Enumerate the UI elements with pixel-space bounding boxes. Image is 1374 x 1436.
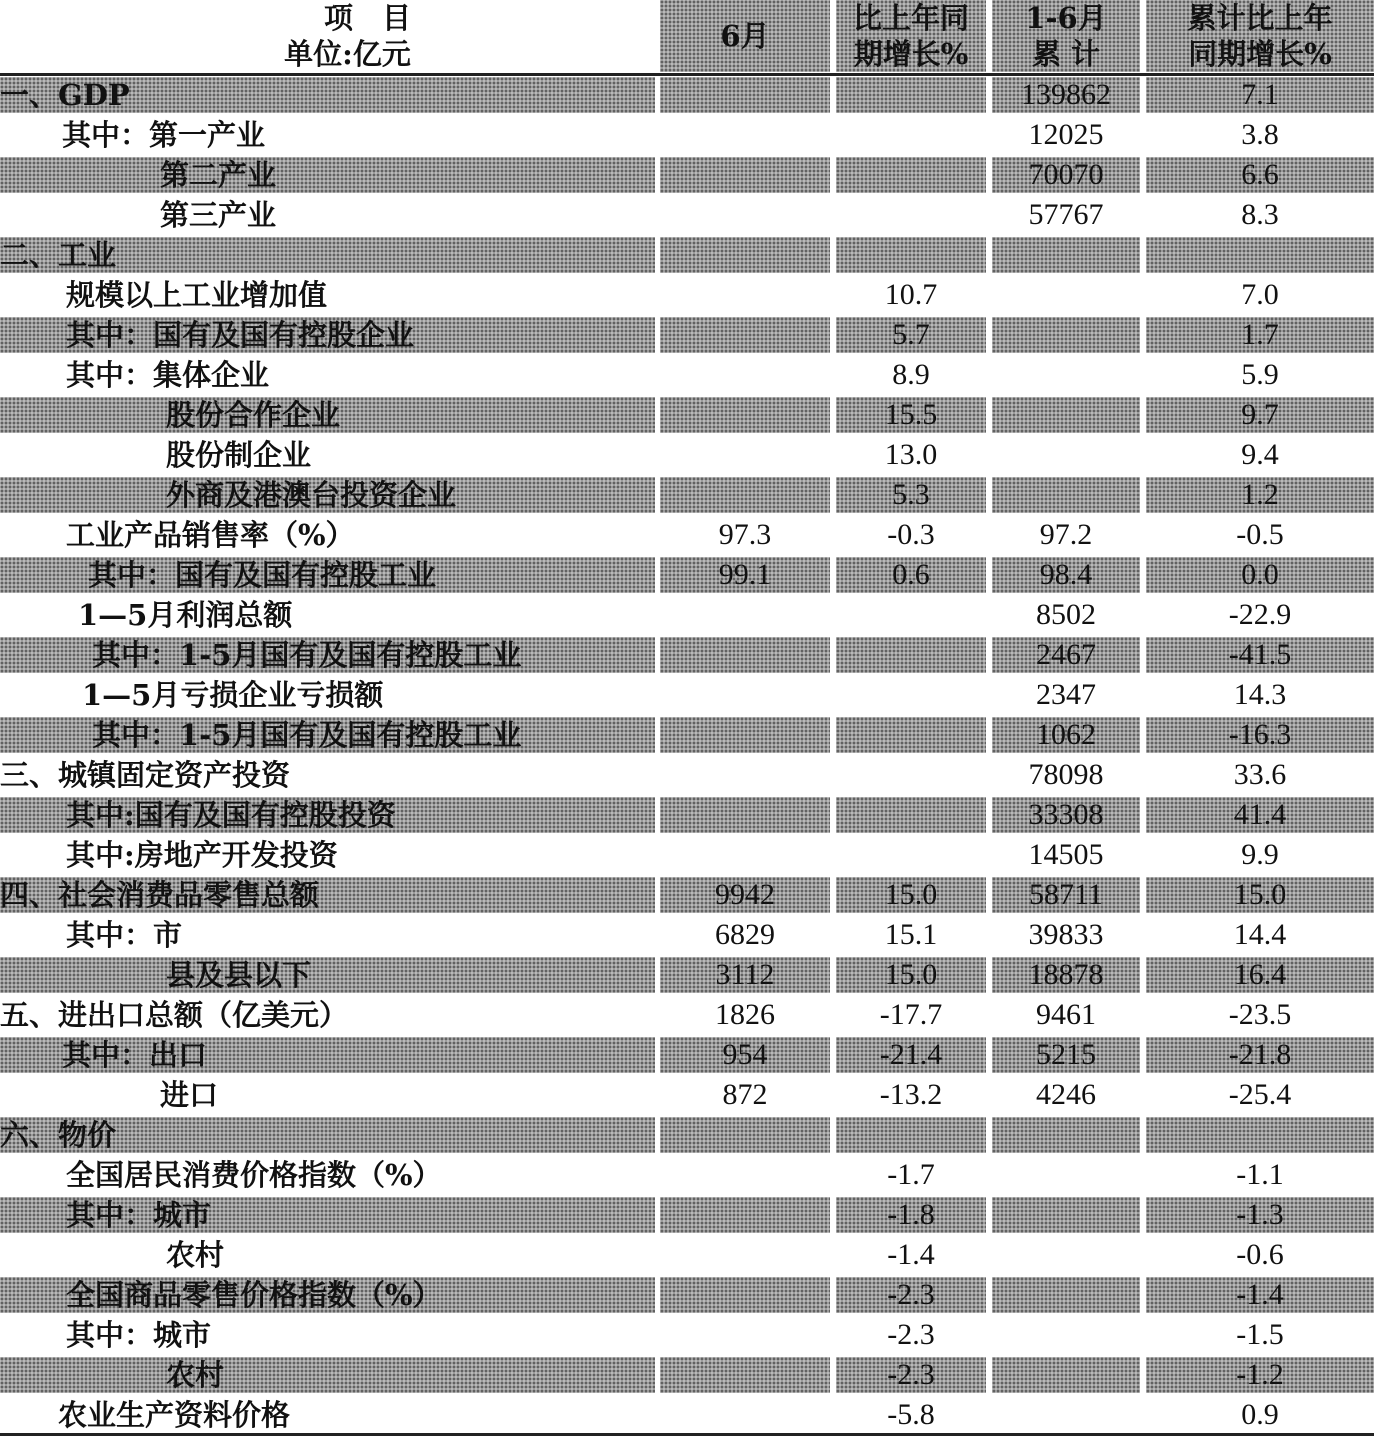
cell-m6: [660, 115, 830, 155]
table-row: [0, 1235, 1374, 1275]
cell-cum-yoy: 7.0: [1241, 278, 1279, 311]
cell-cum-yoy: -1.3: [1236, 1198, 1284, 1231]
cell-cum: [992, 275, 1140, 315]
cell-cum: [992, 1115, 1140, 1155]
table-row: [0, 75, 1374, 115]
table-row: [0, 395, 1374, 435]
header-cumulative-yoy-column: [1146, 0, 1374, 74]
row-label: 农村: [166, 1238, 225, 1272]
row-label: 1—5月利润总额: [78, 598, 293, 632]
cell-cum: [992, 235, 1140, 275]
table-row: [0, 475, 1374, 515]
cell-m6: 954: [722, 1038, 768, 1071]
row-label: 三、城镇固定资产投资: [0, 758, 291, 792]
table-row: [0, 315, 1374, 355]
cell-cum-yoy: 14.4: [1233, 918, 1287, 951]
cell-yoy: -2.3: [887, 1278, 935, 1311]
row-label: 六、物价: [0, 1118, 117, 1152]
cell-yoy: -1.8: [887, 1198, 935, 1231]
header-item-title: 项 目: [323, 1, 411, 35]
cell-yoy: -5.8: [887, 1398, 935, 1431]
table-row: [0, 235, 1374, 275]
cell-m6: [660, 1155, 830, 1195]
cell-yoy: 8.9: [892, 358, 930, 391]
cell-m6: [660, 475, 830, 515]
cell-cum-yoy: 9.4: [1241, 438, 1279, 471]
row-label: 县及县以下: [166, 958, 312, 992]
cell-cum-yoy: 16.4: [1233, 958, 1287, 991]
table-row: [0, 875, 1374, 915]
cell-yoy: -1.4: [887, 1238, 935, 1271]
row-label: 全国商品零售价格指数（%）: [66, 1278, 442, 1312]
table-row: [0, 275, 1374, 315]
cell-cum-yoy: -0.5: [1236, 518, 1284, 551]
cell-cum-yoy: 7.1: [1241, 78, 1279, 111]
header-cumulative-yoy-line1: 累计比上年: [1187, 1, 1333, 35]
cell-cum-yoy: 3.8: [1241, 118, 1279, 151]
cell-cum-yoy: -23.5: [1228, 998, 1292, 1031]
cell-yoy: 15.1: [884, 918, 938, 951]
row-label: 第三产业: [160, 198, 277, 232]
cell-m6: [660, 675, 830, 715]
table-row: [0, 435, 1374, 475]
cell-cum: 2467: [1036, 638, 1096, 671]
cell-m6: [660, 395, 830, 435]
row-label: 一、GDP: [0, 78, 130, 112]
table-row: [0, 195, 1374, 235]
cell-cum-yoy: 5.9: [1241, 358, 1279, 391]
header-yoy-column: [836, 0, 986, 74]
header-cumulative-line2: 累 计: [1031, 37, 1101, 71]
cell-cum: 70070: [1028, 158, 1104, 191]
table-row: [0, 715, 1374, 755]
row-label: 股份制企业: [166, 438, 312, 472]
table-row: [0, 1355, 1374, 1395]
cell-yoy: [836, 795, 986, 835]
cell-cum: 8502: [1036, 598, 1096, 631]
cell-cum: [992, 475, 1140, 515]
row-label: 农业生产资料价格: [58, 1398, 291, 1432]
cell-m6: [660, 315, 830, 355]
cell-yoy: -13.2: [879, 1078, 943, 1111]
row-label: 工业产品销售率（%）: [66, 518, 355, 552]
cell-cum-yoy: 0.0: [1241, 558, 1279, 591]
cell-yoy: [836, 115, 986, 155]
cell-cum-yoy: 6.6: [1241, 158, 1279, 191]
cell-yoy: 5.7: [892, 318, 930, 351]
cell-yoy: 15.0: [884, 878, 938, 911]
row-label: 其中：集体企业: [66, 358, 270, 392]
row-label: 其中：第一产业: [62, 118, 266, 152]
cell-m6: [660, 195, 830, 235]
cell-cum-yoy: -1.2: [1236, 1358, 1284, 1391]
cell-cum: [992, 1155, 1140, 1195]
cell-cum: [992, 1315, 1140, 1355]
cell-m6: [660, 1195, 830, 1235]
cell-yoy: [836, 1115, 986, 1155]
cell-cum: [992, 1395, 1140, 1435]
table-row: [0, 1155, 1374, 1195]
cell-m6: 872: [722, 1078, 768, 1111]
table-row: [0, 915, 1374, 955]
cell-cum: 139862: [1021, 78, 1111, 111]
cell-cum-yoy: 14.3: [1233, 678, 1287, 711]
row-label: 进口: [160, 1078, 219, 1112]
row-label: 其中：国有及国有控股工业: [88, 558, 437, 592]
table-row: [0, 835, 1374, 875]
row-label: 其中:房地产开发投资: [66, 838, 338, 872]
table-row: [0, 515, 1374, 555]
cell-yoy: -21.4: [879, 1038, 943, 1071]
table-row: [0, 595, 1374, 635]
row-label: 股份合作企业: [166, 398, 341, 432]
header-item-column: [0, 0, 655, 74]
row-label: 其中：1-5月国有及国有控股工业: [92, 718, 522, 752]
row-label: 其中:国有及国有控股投资: [66, 798, 396, 832]
cell-cum: [992, 1275, 1140, 1315]
table-row: [0, 555, 1374, 595]
cell-cum-yoy: -1.1: [1236, 1158, 1284, 1191]
cell-m6: [660, 1235, 830, 1275]
header-june: 6月: [720, 19, 770, 53]
cell-m6: [660, 1275, 830, 1315]
cell-m6: [660, 155, 830, 195]
cell-cum: [992, 1235, 1140, 1275]
cell-cum-yoy: -0.6: [1236, 1238, 1284, 1271]
row-label: 其中：城市: [66, 1198, 212, 1232]
cell-cum-yoy: 33.6: [1233, 758, 1287, 791]
cell-cum-yoy: 15.0: [1233, 878, 1287, 911]
cell-m6: [660, 635, 830, 675]
cell-m6: [660, 1355, 830, 1395]
cell-yoy: 5.3: [892, 478, 930, 511]
table-row: [0, 635, 1374, 675]
row-label: 二、工业: [0, 238, 117, 272]
table-row: [0, 755, 1374, 795]
table-row: [0, 955, 1374, 995]
cell-cum: [992, 395, 1140, 435]
cell-cum: 78098: [1028, 758, 1104, 791]
cell-cum-yoy: 8.3: [1241, 198, 1279, 231]
row-label: 五、进出口总额（亿美元）: [0, 998, 349, 1032]
cell-yoy: [836, 635, 986, 675]
cell-m6: [660, 595, 830, 635]
cell-m6: 6829: [715, 918, 775, 951]
cell-cum: 1062: [1036, 718, 1096, 751]
cell-cum: [992, 315, 1140, 355]
row-label: 第二产业: [160, 158, 277, 192]
row-label: 农村: [166, 1358, 225, 1392]
cell-yoy: -17.7: [879, 998, 943, 1031]
cell-cum: 33308: [1028, 798, 1104, 831]
header-yoy-line2: 期增长%: [853, 37, 969, 71]
cell-cum-yoy: -25.4: [1228, 1078, 1292, 1111]
cell-yoy: [836, 75, 986, 115]
table-row: [0, 1315, 1374, 1355]
cell-yoy: [836, 235, 986, 275]
cell-cum: 18878: [1028, 958, 1104, 991]
cell-yoy: 10.7: [884, 278, 938, 311]
table-row: [0, 155, 1374, 195]
cell-cum: [992, 435, 1140, 475]
cell-m6: [660, 715, 830, 755]
cell-cum: 98.4: [1039, 558, 1093, 591]
row-label: 其中：国有及国有控股企业: [66, 318, 415, 352]
table-row: [0, 1115, 1374, 1155]
row-label: 四、社会消费品零售总额: [0, 878, 320, 912]
row-label: 其中：出口: [62, 1038, 208, 1072]
cell-m6: [660, 235, 830, 275]
cell-cum-yoy: -1.4: [1236, 1278, 1284, 1311]
cell-cum-yoy: 0.9: [1241, 1398, 1279, 1431]
cell-yoy: 13.0: [884, 438, 938, 471]
cell-cum: 5215: [1036, 1038, 1096, 1071]
cell-m6: [660, 755, 830, 795]
header-cumulative-line1: 1-6月: [1025, 1, 1107, 35]
table-row: [0, 1075, 1374, 1115]
table-row: [0, 115, 1374, 155]
cell-cum-yoy: 9.7: [1241, 398, 1279, 431]
cell-m6: [660, 355, 830, 395]
table-row: [0, 995, 1374, 1035]
cell-yoy: -2.3: [887, 1318, 935, 1351]
header-yoy-line1: 比上年同: [852, 1, 969, 35]
header-cumulative-column: [992, 0, 1140, 74]
cell-m6: [660, 835, 830, 875]
cell-yoy: [836, 835, 986, 875]
cell-cum-yoy: -1.5: [1236, 1318, 1284, 1351]
cell-cum-yoy: 1.2: [1241, 478, 1279, 511]
cell-m6: [660, 275, 830, 315]
row-label: 外商及港澳台投资企业: [166, 478, 457, 512]
cell-yoy: [836, 675, 986, 715]
cell-cum: 57767: [1028, 198, 1104, 231]
cell-cum-yoy: [1146, 1115, 1374, 1155]
cell-m6: [660, 435, 830, 475]
row-label: 其中：城市: [66, 1318, 212, 1352]
cell-yoy: [836, 155, 986, 195]
cell-m6: [660, 75, 830, 115]
cell-cum: [992, 1195, 1140, 1235]
table-row: [0, 675, 1374, 715]
row-label: 全国居民消费价格指数（%）: [66, 1158, 442, 1192]
cell-m6: 97.3: [718, 518, 772, 551]
cell-cum-yoy: 41.4: [1233, 798, 1287, 831]
cell-cum-yoy: -41.5: [1228, 638, 1292, 671]
cell-cum-yoy: -16.3: [1228, 718, 1292, 751]
cell-cum: 2347: [1036, 678, 1096, 711]
cell-m6: [660, 1115, 830, 1155]
cell-m6: 3112: [715, 958, 775, 991]
cell-m6: [660, 1395, 830, 1435]
table-row: [0, 1195, 1374, 1235]
cell-yoy: -2.3: [887, 1358, 935, 1391]
table-row: [0, 1275, 1374, 1315]
table-row: [0, 355, 1374, 395]
cell-cum-yoy: 9.9: [1241, 838, 1279, 871]
header-unit: 单位:亿元: [284, 37, 411, 71]
table-row: [0, 1395, 1374, 1435]
cell-yoy: 15.5: [884, 398, 938, 431]
cell-cum-yoy: [1146, 235, 1374, 275]
cell-cum: 14505: [1028, 838, 1104, 871]
cell-m6: 99.1: [718, 558, 772, 591]
cell-cum: 58711: [1029, 878, 1103, 911]
cell-cum: [992, 1355, 1140, 1395]
cell-cum-yoy: 1.7: [1241, 318, 1279, 351]
cell-cum: 97.2: [1039, 518, 1093, 551]
table-header: [0, 0, 1374, 74]
cell-yoy: [836, 595, 986, 635]
row-label: 其中：市: [66, 918, 183, 952]
cell-cum-yoy: -21.8: [1228, 1038, 1292, 1071]
cell-yoy: 15.0: [884, 958, 938, 991]
row-label: 其中：1-5月国有及国有控股工业: [92, 638, 522, 672]
cell-yoy: [836, 715, 986, 755]
row-label: 规模以上工业增加值: [66, 278, 328, 312]
row-label: 1—5月亏损企业亏损额: [82, 678, 384, 712]
cell-cum: 12025: [1028, 118, 1104, 151]
cell-m6: [660, 1315, 830, 1355]
cell-cum-yoy: -22.9: [1228, 598, 1292, 631]
cell-m6: 9942: [715, 878, 775, 911]
cell-cum: [992, 355, 1140, 395]
table-row: [0, 795, 1374, 835]
cell-yoy: -0.3: [887, 518, 935, 551]
cell-yoy: [836, 755, 986, 795]
table-row: [0, 1035, 1374, 1075]
header-cumulative-yoy-line2: 同期增长%: [1188, 37, 1332, 71]
cell-cum: 9461: [1036, 998, 1096, 1031]
cell-cum: 39833: [1028, 918, 1104, 951]
cell-yoy: 0.6: [892, 558, 930, 591]
cell-m6: 1826: [715, 998, 775, 1031]
cell-yoy: [836, 195, 986, 235]
cell-yoy: -1.7: [887, 1158, 935, 1191]
cell-cum: 4246: [1036, 1078, 1096, 1111]
cell-m6: [660, 795, 830, 835]
